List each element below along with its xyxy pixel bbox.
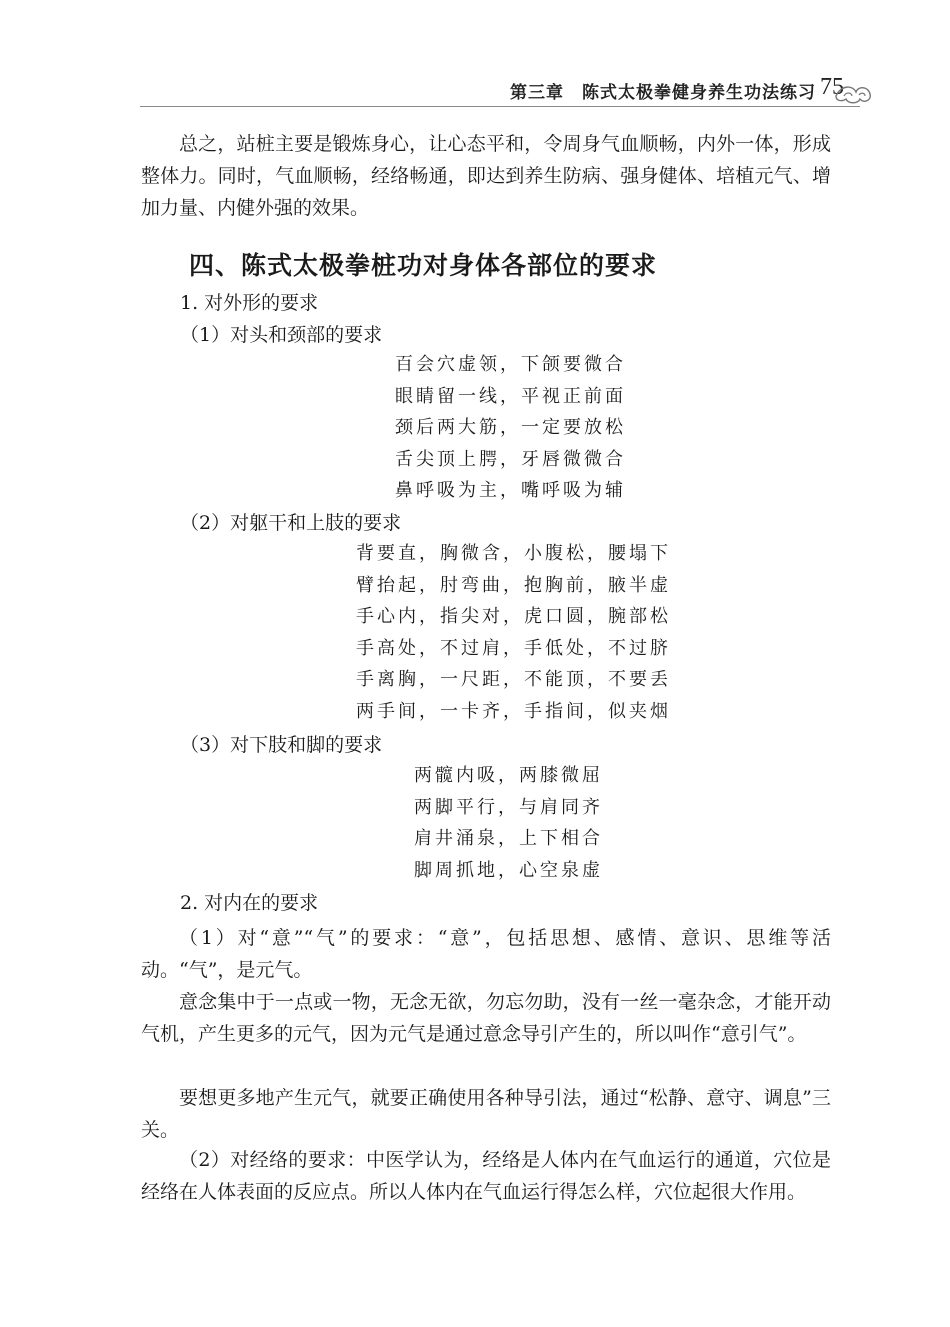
chapter-title: 第三章 陈式太极拳健身养生功法练习	[510, 83, 816, 103]
inner-paragraph-1: （1）对“意”“气”的要求：“意”，包括思想、感情、意识、思维等活动。“气”，是元气。	[141, 927, 831, 981]
verse-line: 臂抬起，肘弯曲，抱胸前，腋半虚	[356, 574, 671, 596]
header-rule	[140, 106, 860, 107]
legs-feet-verse	[414, 760, 603, 886]
page-number: 75	[820, 74, 844, 100]
verse-line: 两脚平行，与肩同齐	[414, 796, 603, 818]
section-title: 四、陈式太极拳桩功对身体各部位的要求	[189, 251, 658, 280]
verse-line: 百会穴虚领，下颌要微合	[395, 354, 626, 375]
verse-line: 手离胸，一尺距，不能顶，不要丢	[356, 669, 671, 690]
inner-paragraph-4: （2）对经络的要求：中医学认为，经络是人体内在气血运行的通道，穴位是经络在人体表面的反应点。所以人体内在气血运行得怎么样，穴位起很大作用。	[141, 1149, 831, 1203]
verse-line: 肩井涌泉，上下相合	[414, 828, 603, 849]
verse-line: 颈后两大筋，一定要放松	[395, 417, 626, 438]
verse-line: 背要直，胸微含，小腹松，腰塌下	[356, 543, 671, 564]
head-neck-heading: （1）对头和颈部的要求	[180, 324, 383, 346]
legs-feet-heading: （3）对下肢和脚的要求	[180, 734, 383, 756]
verse-line: 鼻呼吸为主，嘴呼吸为辅	[395, 480, 626, 501]
part2-heading: 2. 对内在的要求	[180, 892, 319, 914]
verse-line: 眼睛留一线，平视正前面	[395, 385, 626, 407]
verse-line: 脚周抓地，心空泉虚	[414, 859, 603, 881]
verse-line: 两髋内吸，两膝微屈	[414, 765, 603, 786]
running-header	[0, 66, 950, 110]
torso-limbs-verse	[356, 538, 671, 727]
verse-line: 两手间，一卡齐，手指间，似夹烟	[356, 700, 671, 722]
verse-line: 舌尖顶上腭，牙唇微微合	[395, 448, 626, 470]
inner-paragraph-3: 要想更多地产生元气，就要正确使用各种导引法，通过“松静、意守、调息”三关。	[141, 1087, 831, 1141]
part1-heading: 1. 对外形的要求	[180, 292, 319, 314]
verse-line: 手高处，不过肩，手低处，不过脐	[356, 637, 671, 659]
verse-line: 手心内，指尖对，虎口圆，腕部松	[356, 606, 671, 627]
cloud-ornament-icon	[834, 82, 874, 106]
inner-paragraph-2: 意念集中于一点或一物，无念无欲，勿忘勿助，没有一丝一毫杂念，才能开动气机，产生更多的元气，因为元气是通过意念导引产生的，所以叫作“意引气”。	[141, 991, 831, 1045]
intro-paragraph: 总之，站桩主要是锻炼身心，让心态平和，令周身气血顺畅，内外一体，形成整体力。同时，气血顺畅，经络畅通，即达到养生防病、强身健体、培植元气、增加力量、内健外强的效果。	[141, 133, 831, 219]
head-neck-verse	[395, 349, 626, 507]
torso-limbs-heading: （2）对躯干和上肢的要求	[180, 512, 402, 534]
